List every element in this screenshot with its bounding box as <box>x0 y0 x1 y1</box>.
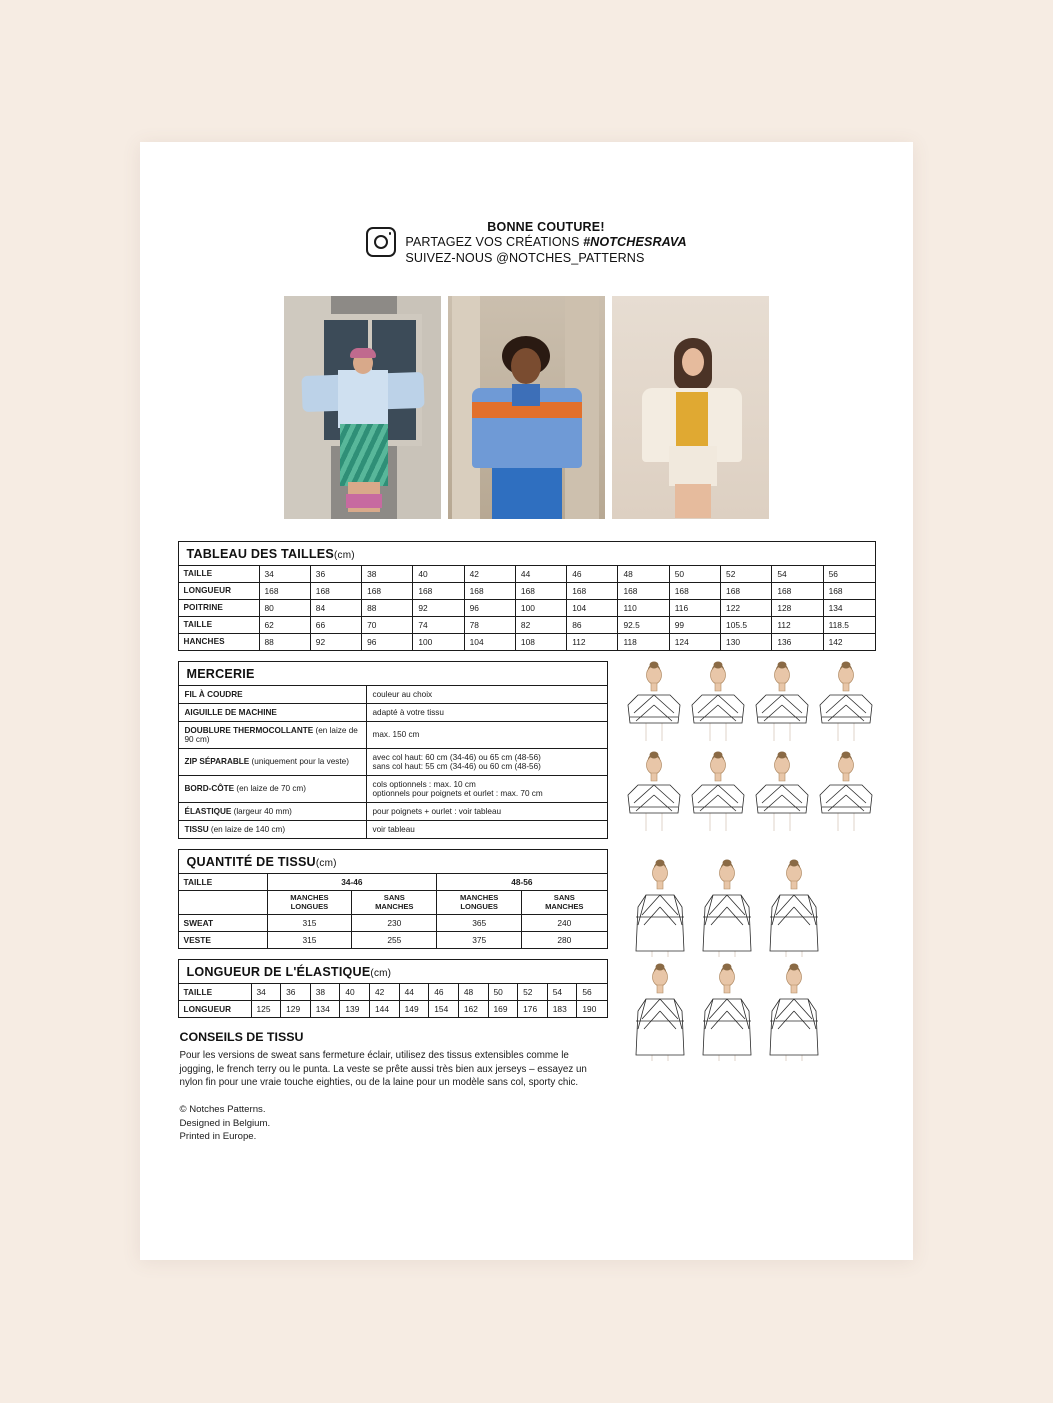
fabric-qty-body <box>179 873 607 948</box>
cell: 315 <box>267 932 352 949</box>
cell: 54 <box>547 984 577 1001</box>
row-label: POITRINE <box>179 599 260 616</box>
cell: 134 <box>310 1001 340 1018</box>
cell: 122 <box>721 599 772 616</box>
elastic-length-body <box>179 984 607 1018</box>
cell: 84 <box>310 599 361 616</box>
cell: 130 <box>721 633 772 650</box>
mercerie-item-label: DOUBLURE THERMOCOLLANTE (en laize de 90 cm) <box>179 721 367 748</box>
cell: 92.5 <box>618 616 669 633</box>
mid-section <box>178 651 876 1144</box>
cell: 36 <box>281 984 311 1001</box>
cell: 104 <box>464 633 515 650</box>
cell: 128 <box>772 599 823 616</box>
mercerie-item-value: voir tableau <box>366 820 607 838</box>
size-chart-block <box>178 541 876 651</box>
sweat-long-sleeve-front-b <box>686 661 748 747</box>
header <box>140 220 913 266</box>
sub-header: MANCHES LONGUES <box>267 890 352 914</box>
cell: 36 <box>310 565 361 582</box>
size-chart-unit: (cm) <box>333 549 355 561</box>
row-label: HANCHES <box>179 633 260 650</box>
mercerie-body <box>179 685 607 838</box>
mercerie-item-label: FIL À COUDRE <box>179 685 367 703</box>
cell: 108 <box>515 633 566 650</box>
mercerie-item-value: pour poignets + ourlet : voir tableau <box>366 802 607 820</box>
technical-drawings-column <box>608 651 876 1144</box>
cell: 96 <box>464 599 515 616</box>
mercerie-item-value: max. 150 cm <box>366 721 607 748</box>
cell: 315 <box>267 915 352 932</box>
cell: 375 <box>437 932 522 949</box>
table-row <box>179 820 607 838</box>
cell: 70 <box>362 616 413 633</box>
mercerie-item-label: AIGUILLE DE MACHINE <box>179 703 367 721</box>
sweat-long-sleeve-front-a <box>622 661 684 747</box>
mercerie-item-value: couleur au choix <box>366 685 607 703</box>
mercerie-item-label: TISSU (en laize de 140 cm) <box>179 820 367 838</box>
sweat-long-sleeve-front-c <box>750 661 812 747</box>
cell: 168 <box>669 582 720 599</box>
cell: 105.5 <box>721 616 772 633</box>
size-chart-title <box>179 542 875 565</box>
size-chart-table <box>179 565 875 650</box>
cell: 50 <box>488 984 518 1001</box>
elastic-length-title <box>179 960 607 983</box>
cell: 56 <box>823 565 874 582</box>
table-row <box>179 775 607 802</box>
cell: 168 <box>259 582 310 599</box>
group-header: 34-46 <box>267 873 437 890</box>
elastic-length-title-text: LONGUEUR DE L'ÉLASTIQUE <box>186 965 371 980</box>
mercerie-item-label: ZIP SÉPARABLE (uniquement pour la veste) <box>179 748 367 775</box>
cell: 34 <box>251 984 281 1001</box>
mercerie-title: MERCERIE <box>186 666 255 681</box>
mercerie-item-value: avec col haut: 60 cm (34-46) ou 65 cm (48-56) sans col haut: 55 cm (34-46) ou 60 cm (48-56) <box>366 748 607 775</box>
fabric-qty-title <box>179 850 607 873</box>
table-row <box>179 748 607 775</box>
cell: 169 <box>488 1001 518 1018</box>
table-row <box>179 932 607 949</box>
table-row <box>179 1001 607 1018</box>
cell: 168 <box>515 582 566 599</box>
group-header: 48-56 <box>437 873 607 890</box>
cell: 52 <box>518 984 548 1001</box>
sweat-sleeveless-b <box>686 751 748 837</box>
cell: 82 <box>515 616 566 633</box>
cell: 56 <box>577 984 607 1001</box>
cell: 255 <box>352 932 437 949</box>
row-label: SWEAT <box>179 915 268 932</box>
jacket-long-sleeve-c <box>762 859 826 959</box>
cell: 48 <box>618 565 669 582</box>
cell: 86 <box>567 616 618 633</box>
cell: 44 <box>399 984 429 1001</box>
cell: 34 <box>259 565 310 582</box>
cell: 80 <box>259 599 310 616</box>
cell: 154 <box>429 1001 459 1018</box>
row-label: TAILLE <box>179 984 252 1001</box>
cell: 40 <box>413 565 464 582</box>
cell: 52 <box>721 565 772 582</box>
tech-group-sweat-long-sleeve <box>622 661 876 747</box>
cell: 168 <box>464 582 515 599</box>
cell: 50 <box>669 565 720 582</box>
table-row <box>179 802 607 820</box>
cell: 168 <box>567 582 618 599</box>
row-label: TAILLE <box>179 616 260 633</box>
header-line-2-prefix: PARTAGEZ VOS CRÉATIONS <box>405 235 584 250</box>
cell: 92 <box>413 599 464 616</box>
jacket-long-sleeve-b <box>695 859 759 959</box>
cell: 168 <box>362 582 413 599</box>
cell: 168 <box>721 582 772 599</box>
cell: 74 <box>413 616 464 633</box>
header-hashtag: #NOTCHESRAVA <box>583 235 687 250</box>
cell: 240 <box>522 915 607 932</box>
tech-group-jacket-sleeveless <box>628 963 828 1063</box>
header-line-3: SUIVEZ-NOUS @NOTCHES_PATTERNS <box>405 250 645 265</box>
cell: 46 <box>567 565 618 582</box>
header-text <box>405 220 686 266</box>
cell: 112 <box>772 616 823 633</box>
table-row <box>179 599 875 616</box>
tech-group-sweat-sleeveless <box>622 751 876 837</box>
content-area <box>178 541 876 1144</box>
cell: 168 <box>413 582 464 599</box>
cell: 118.5 <box>823 616 874 633</box>
cell: 149 <box>399 1001 429 1018</box>
cell: 230 <box>352 915 437 932</box>
row-label: TAILLE <box>179 873 268 890</box>
row-label: TAILLE <box>179 565 260 582</box>
row-label: VESTE <box>179 932 268 949</box>
sweat-sleeveless-c <box>750 751 812 837</box>
cell: 168 <box>772 582 823 599</box>
table-row <box>179 685 607 703</box>
cell: 62 <box>259 616 310 633</box>
cell: 44 <box>515 565 566 582</box>
cell: 142 <box>823 633 874 650</box>
tips-title: CONSEILS DE TISSU <box>179 1030 304 1045</box>
mercerie-item-label: BORD-CÔTE (en laize de 70 cm) <box>179 775 367 802</box>
cell: 42 <box>464 565 515 582</box>
header-line-2 <box>405 235 686 250</box>
cell: 125 <box>251 1001 281 1018</box>
cell: 100 <box>413 633 464 650</box>
cell: 88 <box>259 633 310 650</box>
cell: 46 <box>429 984 459 1001</box>
mercerie-table <box>179 685 607 838</box>
cell: 40 <box>340 984 370 1001</box>
cell: 139 <box>340 1001 370 1018</box>
cell: 134 <box>823 599 874 616</box>
jacket-sleeveless-c <box>762 963 826 1063</box>
cell: 112 <box>567 633 618 650</box>
table-row <box>179 873 607 890</box>
row-label: LONGUEUR <box>179 582 260 599</box>
sweat-sleeveless-d <box>814 751 876 837</box>
cell: 118 <box>618 633 669 650</box>
cell: 124 <box>669 633 720 650</box>
cell: 168 <box>618 582 669 599</box>
row-label <box>179 890 268 914</box>
table-row <box>179 633 875 650</box>
jacket-sleeveless-a <box>628 963 692 1063</box>
pattern-instruction-sheet <box>140 142 913 1260</box>
credits <box>180 1103 608 1144</box>
table-row <box>179 721 607 748</box>
mercerie-block <box>178 661 608 839</box>
mercerie-item-label: ÉLASTIQUE (largeur 40 mm) <box>179 802 367 820</box>
fabric-qty-title-text: QUANTITÉ DE TISSU <box>186 854 316 869</box>
table-row <box>179 890 607 914</box>
elastic-length-table <box>179 983 607 1017</box>
cell: 104 <box>567 599 618 616</box>
photo-strip <box>284 296 769 519</box>
fabric-qty-table <box>179 873 607 948</box>
photo-model-1 <box>284 296 441 519</box>
fabric-qty-unit: (cm) <box>315 857 337 869</box>
header-line-1: BONNE COUTURE! <box>487 220 605 234</box>
cell: 110 <box>618 599 669 616</box>
mercerie-item-value: cols optionnels : max. 10 cm optionnels pour poignets et ourlet : max. 70 cm <box>366 775 607 802</box>
cell: 54 <box>772 565 823 582</box>
table-row <box>179 915 607 932</box>
cell: 168 <box>823 582 874 599</box>
cell: 78 <box>464 616 515 633</box>
sub-header: SANS MANCHES <box>522 890 607 914</box>
elastic-length-block <box>178 959 608 1018</box>
table-row <box>179 582 875 599</box>
cell: 129 <box>281 1001 311 1018</box>
credits-line-2: Designed in Belgium. <box>179 1117 271 1129</box>
instagram-icon <box>366 227 396 257</box>
cell: 168 <box>310 582 361 599</box>
tips-body: Pour les versions de sweat sans fermeture éclair, utilisez des tissus extensibles comme le jogging, le french terry ou le punta. La veste se prête aussi très bien aux jerseys – essayez un nylon fin pour une vraie touche eighties, ou de la laine pour un modèle sans col, sporty chic. <box>179 1050 587 1089</box>
sub-header: MANCHES LONGUES <box>437 890 522 914</box>
fabric-qty-block <box>178 849 608 949</box>
left-column <box>178 651 608 1144</box>
cell: 183 <box>547 1001 577 1018</box>
table-row <box>179 616 875 633</box>
cell: 116 <box>669 599 720 616</box>
cell: 176 <box>518 1001 548 1018</box>
size-chart-title-text: TABLEAU DES TAILLES <box>186 546 334 561</box>
cell: 144 <box>370 1001 400 1018</box>
cell: 66 <box>310 616 361 633</box>
sweat-long-sleeve-front-d <box>814 661 876 747</box>
cell: 92 <box>310 633 361 650</box>
photo-model-3 <box>612 296 769 519</box>
mercerie-item-value: adapté à votre tissu <box>366 703 607 721</box>
row-label: LONGUEUR <box>179 1001 252 1018</box>
jacket-sleeveless-b <box>695 963 759 1063</box>
cell: 38 <box>310 984 340 1001</box>
cell: 280 <box>522 932 607 949</box>
table-row <box>179 984 607 1001</box>
size-chart-body <box>179 565 875 650</box>
credits-line-3: Printed in Europe. <box>179 1131 257 1143</box>
cell: 88 <box>362 599 413 616</box>
cell: 162 <box>458 1001 488 1018</box>
credits-line-1: © Notches Patterns. <box>179 1103 266 1115</box>
cell: 365 <box>437 915 522 932</box>
cell: 42 <box>370 984 400 1001</box>
photo-model-2 <box>448 296 605 519</box>
jacket-long-sleeve-a <box>628 859 692 959</box>
tech-group-jacket-long-sleeve <box>628 859 828 959</box>
cell: 48 <box>458 984 488 1001</box>
table-row <box>179 565 875 582</box>
cell: 99 <box>669 616 720 633</box>
elastic-length-unit: (cm) <box>370 968 392 980</box>
table-row <box>179 703 607 721</box>
sweat-sleeveless-a <box>622 751 684 837</box>
sub-header: SANS MANCHES <box>352 890 437 914</box>
cell: 190 <box>577 1001 607 1018</box>
cell: 96 <box>362 633 413 650</box>
cell: 136 <box>772 633 823 650</box>
cell: 38 <box>362 565 413 582</box>
cell: 100 <box>515 599 566 616</box>
